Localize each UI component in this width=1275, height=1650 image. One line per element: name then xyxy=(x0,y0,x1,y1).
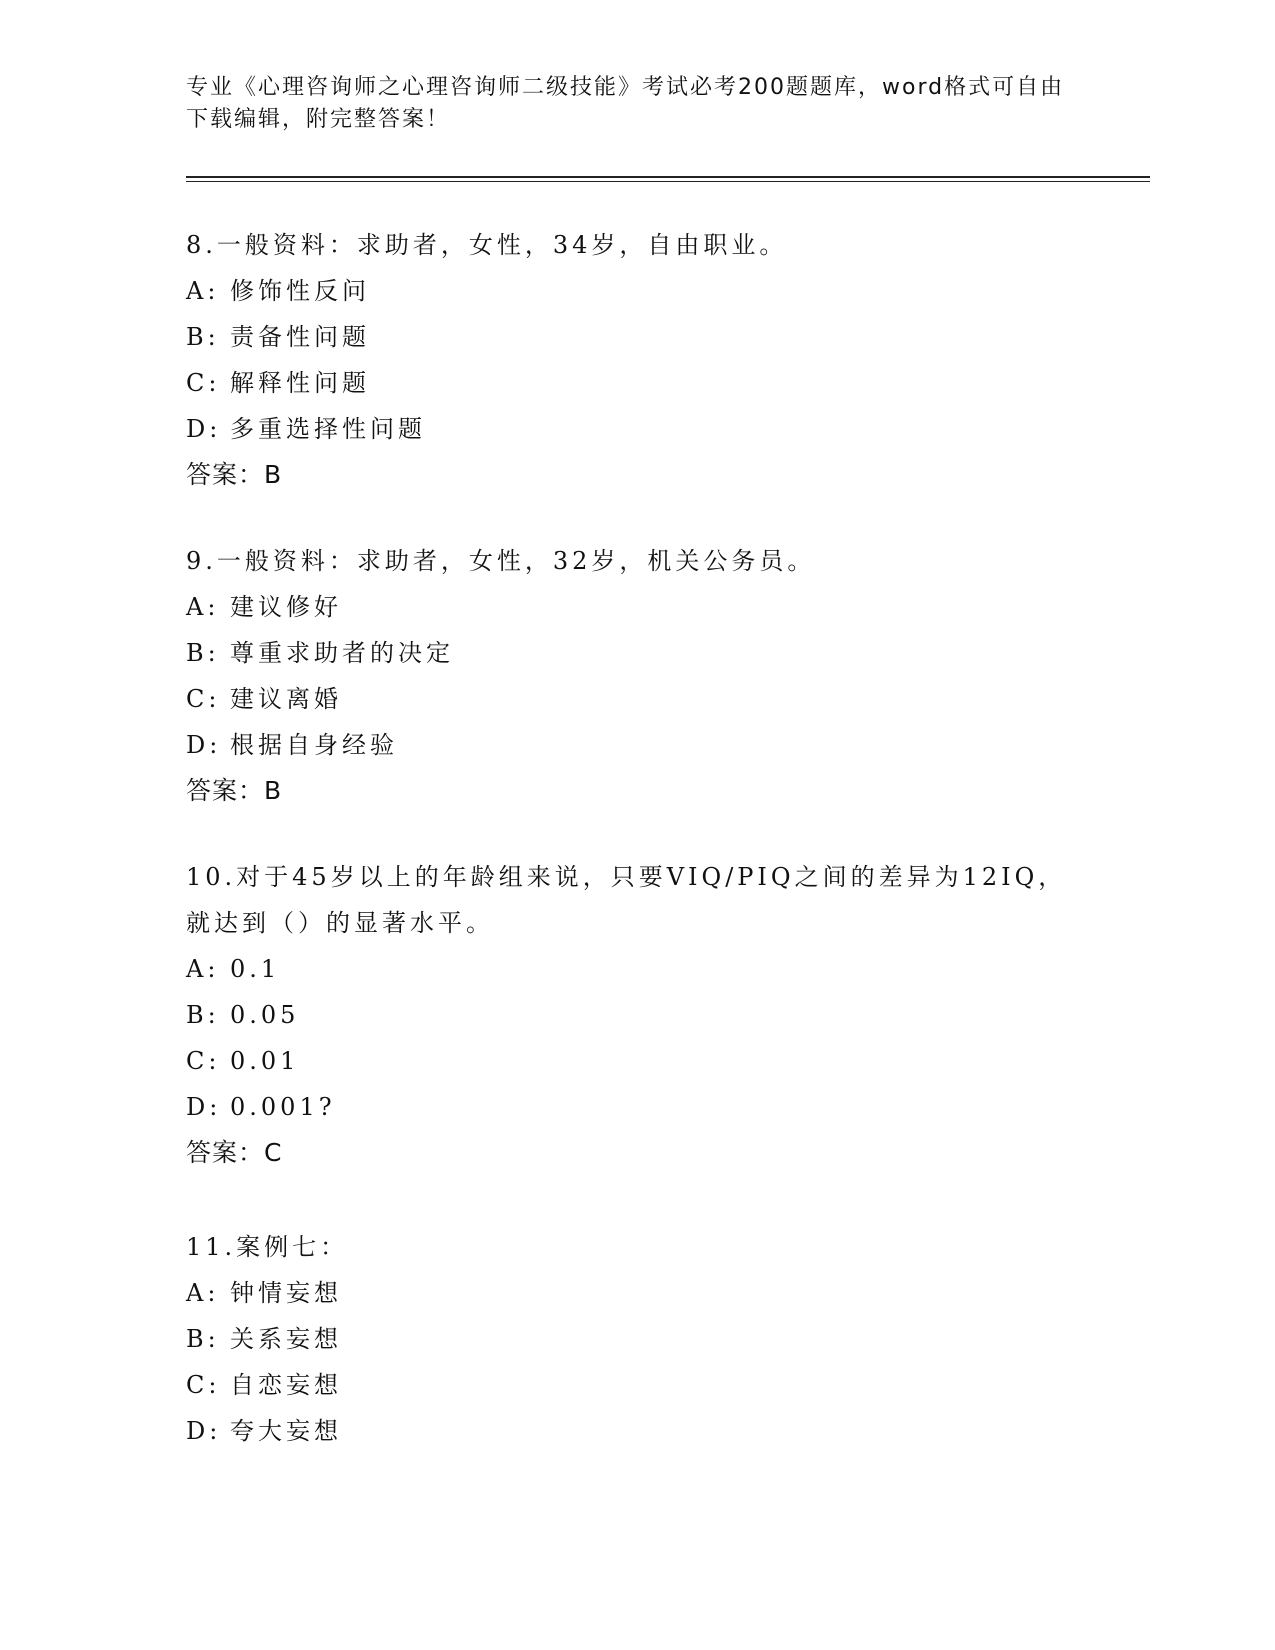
option-letter: C: xyxy=(186,1047,221,1075)
question-8 xyxy=(186,222,1086,498)
option-letter: B: xyxy=(186,639,220,667)
option-a xyxy=(186,1270,1086,1316)
question-10 xyxy=(186,854,1086,1176)
option-letter: C: xyxy=(186,685,221,713)
option-text: 尊重求助者的决定 xyxy=(230,639,454,667)
question-stem: 11.案例七： xyxy=(186,1233,349,1261)
option-letter: C: xyxy=(186,369,221,397)
option-text: 钟情妄想 xyxy=(230,1279,342,1307)
option-text: 责备性问题 xyxy=(230,323,370,351)
option-text: 0.1 xyxy=(230,955,281,983)
option-text: 关系妄想 xyxy=(230,1325,342,1353)
document-header-title: 专业《心理咨询师之心理咨询师二级技能》考试必考200题题库，word格式可自由下载编辑，附完整答案！ xyxy=(186,75,1065,132)
option-text: 根据自身经验 xyxy=(230,731,398,759)
option-letter: B: xyxy=(186,323,220,351)
option-text: 建议离婚 xyxy=(230,685,342,713)
option-text: 0.05 xyxy=(230,1001,300,1029)
option-d xyxy=(186,722,1086,768)
option-letter: A: xyxy=(186,1279,220,1307)
header-divider-thin xyxy=(186,181,1150,182)
question-stem: 10.对于45岁以上的年龄组来说，只要VIQ/PIQ之间的差异为12IQ，就达到（）的显著水平。 xyxy=(186,863,1067,937)
question-9 xyxy=(186,538,1086,814)
option-a xyxy=(186,584,1086,630)
option-d xyxy=(186,1084,1086,1130)
question-stem: 8.一般资料：求助者，女性，34岁，自由职业。 xyxy=(186,231,788,259)
question-stem: 9.一般资料：求助者，女性，32岁，机关公务员。 xyxy=(186,547,816,575)
option-letter: A: xyxy=(186,277,220,305)
option-letter: D: xyxy=(186,415,222,443)
option-c xyxy=(186,1038,1086,1084)
option-text: 建议修好 xyxy=(230,593,342,621)
option-b xyxy=(186,630,1086,676)
option-text: 0.01 xyxy=(230,1047,300,1075)
answer-line: 答案：B xyxy=(186,460,283,489)
option-b xyxy=(186,1316,1086,1362)
option-c xyxy=(186,1362,1086,1408)
option-text: 修饰性反问 xyxy=(230,277,370,305)
option-letter: A: xyxy=(186,593,220,621)
option-letter: C: xyxy=(186,1371,221,1399)
option-c xyxy=(186,676,1086,722)
option-b xyxy=(186,314,1086,360)
option-text: 自恋妄想 xyxy=(230,1371,342,1399)
option-text: 0.001? xyxy=(230,1093,336,1121)
option-text: 夸大妄想 xyxy=(230,1417,342,1445)
option-text: 解释性问题 xyxy=(230,369,370,397)
option-text: 多重选择性问题 xyxy=(230,415,426,443)
option-a xyxy=(186,268,1086,314)
option-letter: B: xyxy=(186,1001,220,1029)
option-b xyxy=(186,992,1086,1038)
header-divider xyxy=(186,176,1150,178)
option-c xyxy=(186,360,1086,406)
option-letter: A: xyxy=(186,955,220,983)
option-d xyxy=(186,1408,1086,1454)
answer-line: 答案：B xyxy=(186,776,283,805)
option-d xyxy=(186,406,1086,452)
option-letter: D: xyxy=(186,1093,222,1121)
option-letter: B: xyxy=(186,1325,220,1353)
option-a xyxy=(186,946,1086,992)
question-11 xyxy=(186,1224,1086,1454)
option-letter: D: xyxy=(186,731,222,759)
answer-line: 答案：C xyxy=(186,1138,283,1167)
option-letter: D: xyxy=(186,1417,222,1445)
